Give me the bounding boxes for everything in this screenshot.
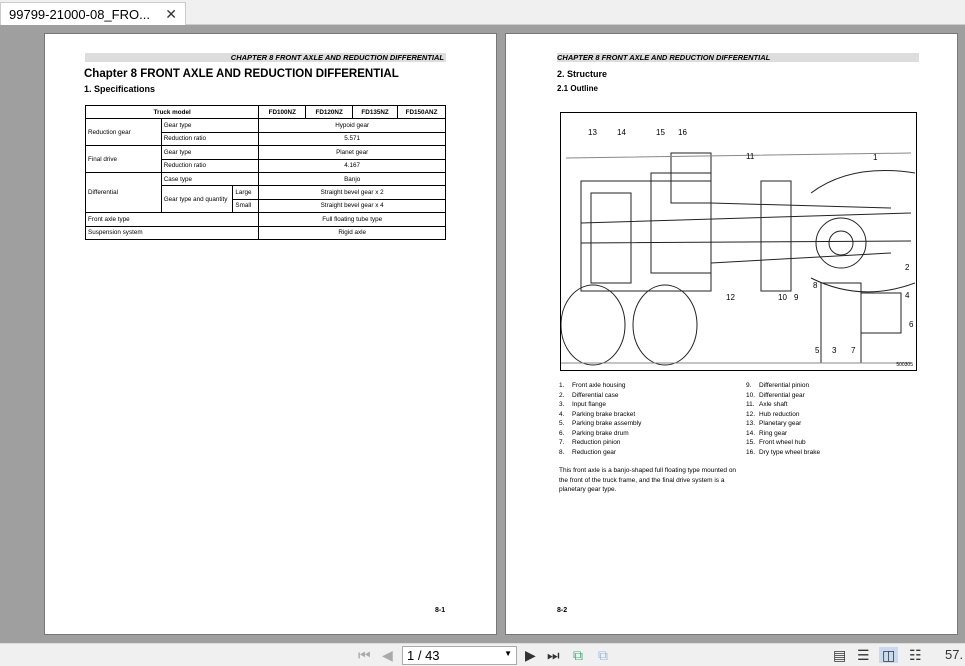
table-cell: Front axle type — [86, 213, 259, 226]
callout-4: 4 — [905, 291, 910, 300]
legend-number: 6. — [559, 429, 565, 437]
legend-label: Reduction gear — [572, 448, 617, 456]
legend-item — [559, 391, 641, 401]
table-cell: Differential — [86, 172, 162, 212]
legend-right — [746, 381, 820, 457]
table-cell: Gear type — [161, 146, 259, 159]
legend-number: 9. — [746, 382, 752, 389]
legend-number: 16. — [746, 448, 756, 456]
callout-15: 15 — [656, 128, 665, 137]
legend-label: Differential case — [572, 391, 619, 399]
callout-10: 10 — [778, 293, 787, 302]
table-cell: Straight bevel gear x 2 — [259, 186, 446, 199]
table-cell: Rigid axle — [259, 226, 446, 239]
callout-3: 3 — [832, 346, 837, 355]
legend-number: 2. — [559, 391, 565, 399]
chevron-down-icon[interactable]: ▼ — [504, 649, 512, 658]
two-page-continuous-icon[interactable]: ☷ — [909, 647, 922, 663]
section-title: 2. Structure — [557, 69, 608, 79]
legend-item — [559, 438, 641, 448]
page-8-2 — [505, 33, 958, 635]
single-page-icon[interactable]: ▤ — [833, 647, 847, 663]
legend-label: Differential gear — [759, 391, 805, 399]
page-number: 8-1 — [435, 607, 446, 614]
figure-id: 500305 — [896, 362, 913, 368]
two-page-icon[interactable]: ◫ — [879, 647, 898, 663]
page-8-1 — [44, 33, 497, 635]
legend-number: 10. — [746, 391, 756, 399]
legend-item — [746, 410, 820, 420]
running-header: CHAPTER 8 FRONT AXLE AND REDUCTION DIFFERENTIAL — [85, 53, 446, 62]
table-cell: Straight bevel gear x 4 — [259, 199, 446, 212]
previous-page-icon[interactable]: ◀ — [382, 647, 393, 663]
header-cell: FD135NZ — [353, 106, 398, 119]
legend-item — [559, 410, 641, 420]
legend-number: 7. — [559, 439, 565, 446]
page-number-input[interactable] — [402, 646, 517, 665]
table-cell: Final drive — [86, 146, 162, 173]
legend-number: 3. — [559, 401, 565, 408]
section-title: 1. Specifications — [84, 84, 156, 94]
legend-label: Ring gear — [759, 429, 788, 437]
header-cell: FD120NZ — [306, 106, 353, 119]
front-axle-diagram — [560, 112, 917, 371]
callout-5: 5 — [815, 346, 820, 355]
table-cell: Gear type — [161, 119, 259, 132]
legend-item — [559, 400, 641, 410]
continuous-page-icon[interactable]: ☰ — [857, 647, 870, 663]
legend-number: 13. — [746, 420, 756, 427]
table-cell: Banjo — [259, 172, 446, 185]
chapter-title: Chapter 8 FRONT AXLE AND REDUCTION DIFFERENTIAL — [84, 68, 399, 80]
table-cell: Suspension system — [86, 226, 259, 239]
legend-number: 1. — [559, 382, 565, 389]
page-number: 8-2 — [557, 607, 568, 614]
table-cell: Case type — [161, 172, 259, 185]
legend-number: 5. — [559, 420, 565, 427]
table-cell: 4.167 — [259, 159, 446, 172]
legend-item — [746, 400, 820, 410]
legend-number: 8. — [559, 448, 565, 456]
legend-item — [559, 429, 641, 439]
table-cell: Reduction gear — [86, 119, 162, 146]
page-value: 1 / 43 — [407, 648, 440, 663]
document-tab[interactable] — [0, 2, 186, 25]
legend-item — [746, 381, 820, 391]
legend-item — [746, 448, 820, 458]
legend-number: 14. — [746, 429, 756, 437]
table-cell: Large — [233, 186, 259, 199]
callout-labels — [561, 113, 915, 369]
callout-16: 16 — [678, 128, 687, 137]
callout-11: 11 — [746, 152, 755, 161]
legend-number: 4. — [559, 410, 565, 418]
legend-item — [746, 438, 820, 448]
legend-item — [746, 419, 820, 429]
callout-8: 8 — [813, 281, 818, 290]
legend-label: Parking brake bracket — [572, 410, 636, 418]
legend-item — [559, 381, 641, 391]
go-forward-view-icon[interactable]: ⧉ — [598, 647, 608, 663]
tab-title: 99799-21000-08_FRO... — [9, 7, 150, 22]
close-icon[interactable]: ✕ — [165, 6, 177, 22]
legend-item — [559, 419, 641, 429]
first-page-icon[interactable]: ⏮ — [358, 647, 371, 663]
legend-label: Planetary gear — [759, 420, 802, 427]
legend-number: 11. — [746, 401, 755, 408]
header-cell: FD150ANZ — [398, 106, 446, 119]
legend-item — [746, 429, 820, 439]
last-page-icon[interactable]: ⏭ — [547, 647, 560, 663]
callout-2: 2 — [905, 263, 910, 272]
legend-number: 12. — [746, 410, 756, 418]
go-back-view-icon[interactable]: ⧉ — [573, 647, 583, 663]
legend-number: 15. — [746, 439, 756, 446]
legend-label: Input flange — [572, 401, 606, 408]
legend-label: Parking brake assembly — [572, 420, 642, 427]
legend-item — [559, 448, 641, 458]
legend-label: Dry type wheel brake — [759, 448, 821, 456]
legend-item — [746, 391, 820, 401]
callout-1: 1 — [873, 153, 878, 162]
legend-label: Front wheel hub — [759, 439, 806, 446]
legend-label: Parking brake drum — [572, 429, 629, 437]
tab-bar — [0, 0, 965, 25]
table-cell: Small — [233, 199, 259, 212]
table-cell: Gear type and quantity — [161, 186, 233, 213]
legend-label: Hub reduction — [759, 410, 800, 418]
running-header: CHAPTER 8 FRONT AXLE AND REDUCTION DIFFERENTIAL — [557, 53, 919, 62]
legend-label: Differential pinion — [759, 382, 810, 389]
callout-13: 13 — [588, 128, 597, 137]
legend-label: Reduction pinion — [572, 439, 621, 446]
table-cell: Reduction ratio — [161, 159, 259, 172]
legend-label: Front axle housing — [572, 382, 626, 389]
subsection-title: 2.1 Outline — [557, 84, 598, 93]
table-cell: 5.571 — [259, 132, 446, 145]
header-cell: FD100NZ — [259, 106, 306, 119]
header-cell: Truck model — [86, 106, 259, 119]
callout-12: 12 — [726, 293, 735, 302]
next-page-icon[interactable]: ▶ — [525, 647, 536, 663]
table-cell: Hypoid gear — [259, 119, 446, 132]
table-cell: Reduction ratio — [161, 132, 259, 145]
table-cell: Planet gear — [259, 146, 446, 159]
description-paragraph: This front axle is a banjo-shaped full floating type mounted on the front of the truck frame, and the final drive system is a planetary gear type. — [559, 467, 737, 493]
callout-6: 6 — [909, 320, 914, 329]
zoom-level[interactable]: 57. — [945, 647, 964, 662]
callout-9: 9 — [794, 293, 799, 302]
table-cell: Full floating tube type — [259, 213, 446, 226]
specifications-table — [85, 105, 446, 240]
callout-14: 14 — [617, 128, 626, 137]
bottom-toolbar — [0, 643, 965, 666]
legend-left — [559, 381, 641, 457]
callout-7: 7 — [851, 346, 856, 355]
legend-label: Axle shaft — [759, 401, 788, 408]
